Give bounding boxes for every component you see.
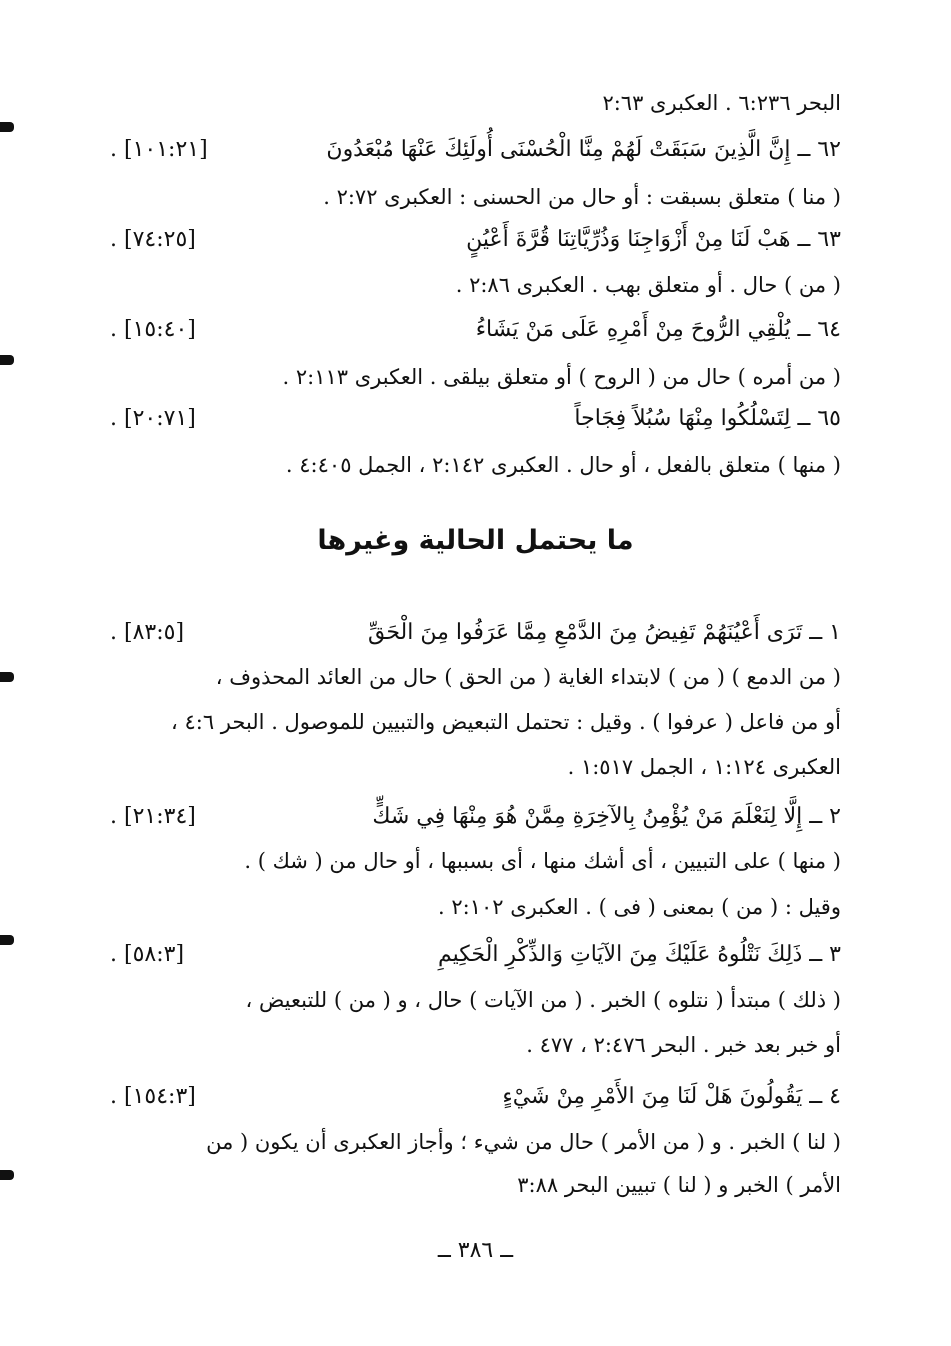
verse-reference: . [٨٣:٥] [110,620,185,645]
line-text: وقيل : ( من ) بمعنى ( فى ) . العكبرى ٢:١٠٢ . [438,895,841,919]
verse-text: ٦٢ ــ إِنَّ الَّذِينَ سَبَقَتْ لَهُمْ مِنَّا الْحُسْنَى أُولَئِكَ عَنْهَا مُبْعَدُونَ [326,137,841,162]
verse-line [110,315,841,345]
line-text: ( من أمره ) حال من ( الروح ) أو متعلق بيلقى . العكبرى ٢:١١٣ . [282,365,841,389]
verse-reference: . [١٥:٤٠] [110,317,196,342]
text-line [110,182,841,212]
verse-reference: . [٥٨:٣] [110,942,185,967]
verse-line [110,618,841,648]
verse-line [110,940,841,970]
text-line [110,707,841,737]
line-text: ( ذلك ) مبتدأ ( نتلوه ) الخبر . ( من الآيات ) حال ، و ( من ) للتبعيض ، [245,988,841,1012]
line-text: الأمر ) الخبر و ( لنا ) تبيين البحر ٣:٨٨ [517,1173,841,1197]
text-line [110,846,841,876]
text-line [110,752,841,782]
text-line [110,1030,841,1060]
line-text: العكبرى ١:١٢٤ ، الجمل ١:٥١٧ . [567,755,841,779]
verse-text: ٤ ــ يَقُولُونَ هَلْ لَنَا مِنَ الأَمْرِ مِنْ شَيْءٍ [502,1084,841,1109]
line-text: أو من فاعل ( عرفوا ) . وقيل : تحتمل التبعيض والتبيين للموصول . البحر ٤:٦ ، [171,710,841,734]
line-text: ( منها ) على التبيين ، أى أشك منها ، أى بسببها ، أو حال من ( شك ) . [244,849,841,873]
text-line [110,985,841,1015]
verse-line [110,802,841,832]
verse-text: ٦٣ ــ هَبْ لَنَا مِنْ أَزْوَاجِنَا وَذُرِّيَّاتِنَا قُرَّةَ أَعْيُنٍ [466,227,841,252]
verse-reference: . [٢١:٣٤] [110,804,196,829]
line-text: ( من الدمع ) ( من ) لابتداء الغاية ( من الحق ) حال من العائد المحذوف ، [215,665,841,689]
line-text: ( منا ) متعلق بسبقت : أو حال من الحسنى : العكبرى ٢:٧٢ . [323,185,841,209]
verse-line [110,1082,841,1112]
section-heading: ما يحتمل الحالية وغيرها [317,525,634,556]
verse-line [110,404,841,434]
verse-text: ٦٤ ــ يُلْقِي الرُّوحَ مِنْ أَمْرِهِ عَلَى مَنْ يَشَاءُ [475,317,841,342]
verse-reference: . [٧٤:٢٥] [110,227,196,252]
verse-text: ١ ــ تَرَى أَعْيُنَهُمْ تَفِيضُ مِنَ الدَّمْعِ مِمَّا عَرَفُوا مِنَ الْحَقِّ [367,620,841,645]
verse-line [110,135,841,165]
line-text: ( لنا ) الخبر . و ( من الأمر ) حال من شيء ؛ وأجاز العكبرى أن يكون ( من [206,1130,841,1154]
page-number: ــ ٣٨٦ ــ [437,1238,514,1263]
verse-reference: . [٢٠:٧١] [110,406,196,431]
margin-mark [0,122,14,132]
text-line [110,450,841,480]
text-line [110,892,841,922]
verse-reference: . [١٥٤:٣] [110,1084,196,1109]
margin-mark [0,355,14,365]
text-line [110,362,841,392]
verse-reference: . [١٠١:٢١] [110,137,208,162]
text-line [110,1170,841,1200]
verse-text: ٢ ــ إِلَّا لِنَعْلَمَ مَنْ يُؤْمِنُ بِالآخِرَةِ مِمَّنْ هُوَ مِنْهَا فِي شَكٍّ [372,804,841,829]
line-text: أو خبر بعد خبر . البحر ٢:٤٧٦ ، ٤٧٧ . [526,1033,841,1057]
margin-mark [0,1170,14,1180]
verse-text: ٦٥ ــ لِتَسْلُكُوا مِنْهَا سُبُلاً فِجَاجاً [574,406,841,431]
margin-mark [0,672,14,682]
verse-text: ٣ ــ ذَلِكَ نَتْلُوهُ عَلَيْكَ مِنَ الآيَاتِ وَالذِّكْرِ الْحَكِيمِ [437,942,841,967]
line-text: ( من ) حال . أو متعلق بهب . العكبرى ٢:٨٦ . [455,273,841,297]
text-line [110,662,841,692]
text-line [110,88,841,118]
text-line [110,270,841,300]
line-text: البحر ٦:٢٣٦ . العكبرى ٢:٦٣ [602,91,841,115]
line-text: ( منها ) متعلق بالفعل ، أو حال . العكبرى ٢:١٤٢ ، الجمل ٤:٤٠٥ . [285,453,841,477]
text-line [110,1127,841,1157]
verse-line [110,225,841,255]
margin-mark [0,935,14,945]
